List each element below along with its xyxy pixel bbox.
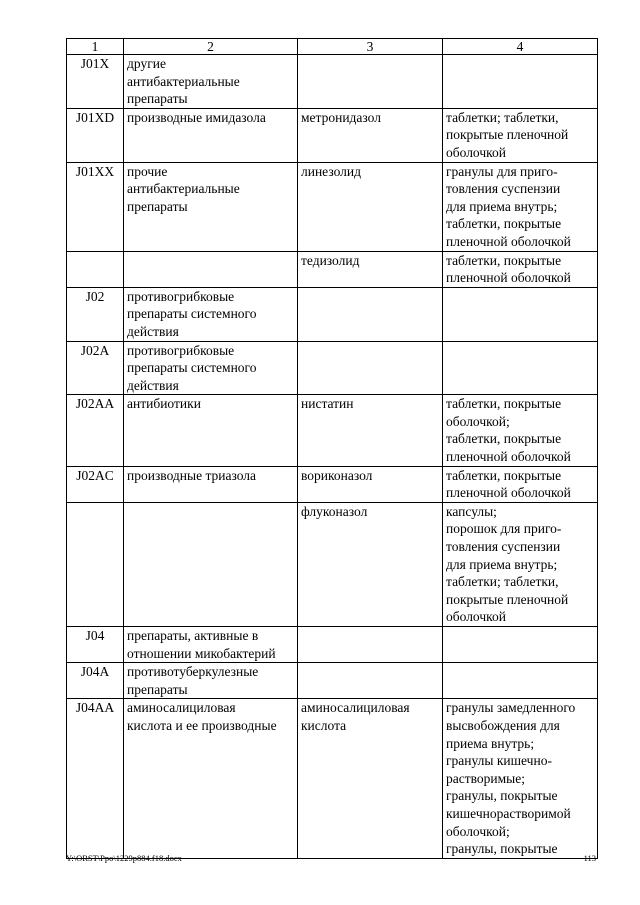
drug-name-cell — [298, 55, 443, 109]
table-row — [67, 341, 598, 395]
drug-name-cell — [298, 341, 443, 395]
group-name-cell: препараты, активные в отношении микобактерий — [124, 627, 298, 663]
table-row — [67, 287, 598, 341]
header-cell-1: 1 — [67, 39, 124, 55]
drug-name-cell — [298, 287, 443, 341]
drug-name-cell — [298, 663, 443, 699]
drug-name-cell: нистатин — [298, 395, 443, 466]
header-cell-2: 2 — [124, 39, 298, 55]
table-row — [67, 627, 598, 663]
drug-name-cell — [298, 627, 443, 663]
dosage-form-cell: таблетки, покрытые оболочкой; таблетки, покрытые пленочной оболочкой — [443, 395, 598, 466]
group-name-cell — [124, 502, 298, 626]
atc-code-cell — [67, 502, 124, 626]
drug-name-cell: тедизолид — [298, 251, 443, 287]
header-cell-4: 4 — [443, 39, 598, 55]
footer-file-path: Y:\ORST\Ppo\1229p884.f18.docx — [66, 853, 182, 863]
atc-code-cell: J02AA — [67, 395, 124, 466]
group-name-cell: противогрибковые препараты системного действия — [124, 287, 298, 341]
table-row — [67, 162, 598, 251]
table-header-row — [67, 39, 598, 55]
table-row — [67, 395, 598, 466]
drug-name-cell: флуконазол — [298, 502, 443, 626]
dosage-form-cell — [443, 663, 598, 699]
atc-code-cell: J02AC — [67, 466, 124, 502]
dosage-form-cell — [443, 55, 598, 109]
dosage-form-cell: гранулы для приго- товления суспензии для приема внутрь; таблетки, покрытые пленочной оболочкой — [443, 162, 598, 251]
group-name-cell: прочие антибактериальные препараты — [124, 162, 298, 251]
group-name-cell: антибиотики — [124, 395, 298, 466]
table-row — [67, 699, 598, 858]
table-row — [67, 108, 598, 162]
atc-code-cell: J01XD — [67, 108, 124, 162]
atc-code-cell: J01XX — [67, 162, 124, 251]
drug-name-cell: метронидазол — [298, 108, 443, 162]
atc-code-cell — [67, 251, 124, 287]
dosage-form-cell: таблетки; таблетки, покрытые пленочной оболочкой — [443, 108, 598, 162]
group-name-cell: противотуберкулезные препараты — [124, 663, 298, 699]
dosage-form-cell: капсулы; порошок для приго- товления суспензии для приема внутрь; таблетки; таблетки, покрытые пленочной оболочкой — [443, 502, 598, 626]
atc-code-cell: J02A — [67, 341, 124, 395]
atc-code-cell: J04A — [67, 663, 124, 699]
dosage-form-cell — [443, 341, 598, 395]
drug-table — [66, 38, 598, 859]
table-row — [67, 466, 598, 502]
group-name-cell: производные триазола — [124, 466, 298, 502]
table-row — [67, 502, 598, 626]
atc-code-cell: J02 — [67, 287, 124, 341]
table-row — [67, 663, 598, 699]
drug-name-cell: вориконазол — [298, 466, 443, 502]
group-name-cell — [124, 251, 298, 287]
dosage-form-cell: гранулы замедленного высвобождения для приема внутрь; гранулы кишечно- растворимые; гранулы, покрытые кишечнорастворимой оболочкой; гранулы, покрытые — [443, 699, 598, 858]
table-row — [67, 251, 598, 287]
drug-name-cell: аминосалициловая кислота — [298, 699, 443, 858]
atc-code-cell: J04AA — [67, 699, 124, 858]
footer-page-number: 113 — [583, 853, 596, 863]
dosage-form-cell: таблетки, покрытые пленочной оболочкой — [443, 251, 598, 287]
atc-code-cell: J04 — [67, 627, 124, 663]
table-row — [67, 55, 598, 109]
dosage-form-cell — [443, 287, 598, 341]
group-name-cell: другие антибактериальные препараты — [124, 55, 298, 109]
drug-name-cell: линезолид — [298, 162, 443, 251]
dosage-form-cell — [443, 627, 598, 663]
group-name-cell: аминосалициловая кислота и ее производные — [124, 699, 298, 858]
header-cell-3: 3 — [298, 39, 443, 55]
atc-code-cell: J01X — [67, 55, 124, 109]
dosage-form-cell: таблетки, покрытые пленочной оболочкой — [443, 466, 598, 502]
group-name-cell: производные имидазола — [124, 108, 298, 162]
group-name-cell: противогрибковые препараты системного действия — [124, 341, 298, 395]
